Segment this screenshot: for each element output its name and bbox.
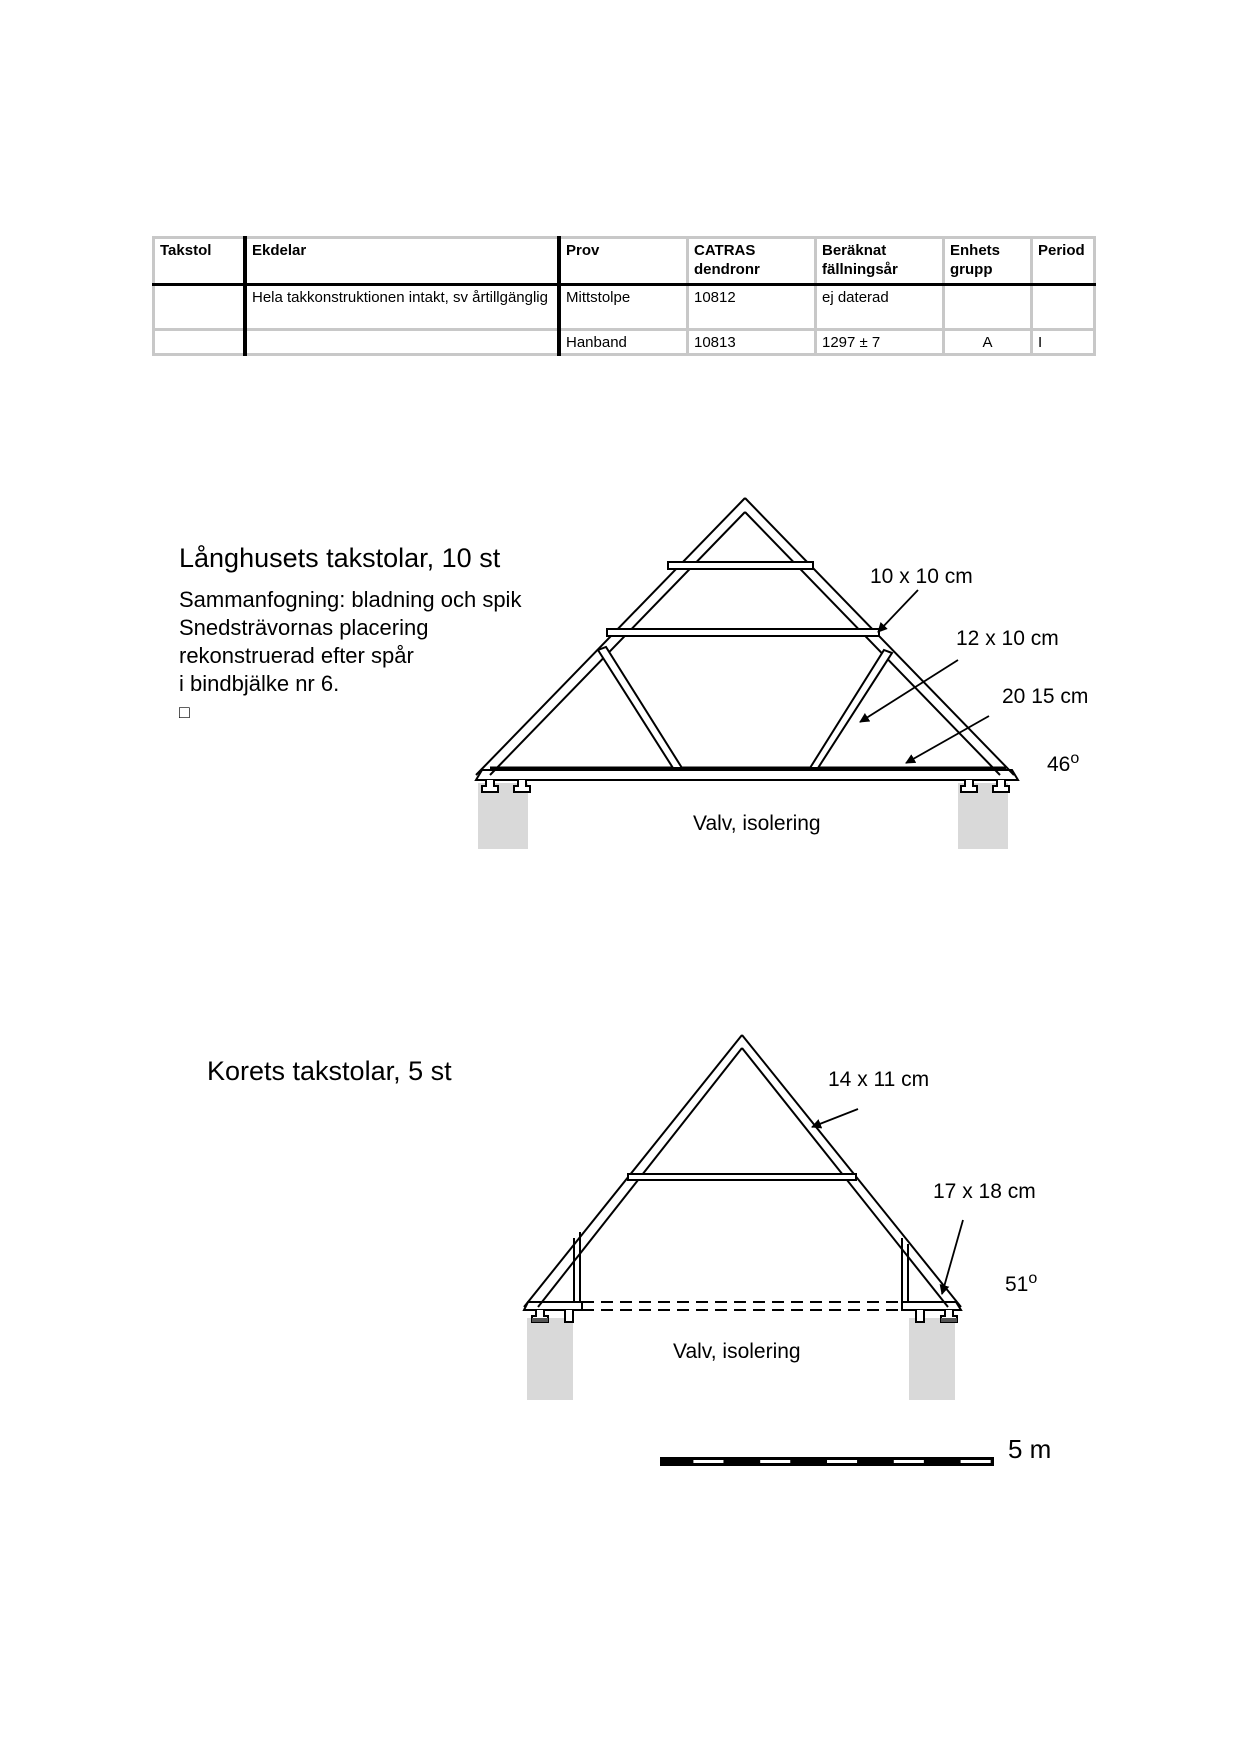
cell-beraknat: ej daterad xyxy=(816,285,944,330)
header-prov: Prov xyxy=(559,238,688,285)
chancel-roof-angle: 51$^o$ xyxy=(1005,1270,1038,1296)
scale-bar-segment xyxy=(961,1460,991,1463)
nave-title: Långhusets takstolar, 10 st xyxy=(179,543,501,573)
chancel-post-right xyxy=(902,1238,908,1302)
nave-note-line: i bindbjälke nr 6. xyxy=(179,671,340,696)
cell-enhetsgrupp: A xyxy=(944,330,1032,355)
nave-tie-beam xyxy=(476,770,1018,780)
header-takstol: Takstol xyxy=(154,238,246,285)
cell-catras: 10813 xyxy=(688,330,816,355)
chancel-wall-left xyxy=(527,1318,573,1400)
nave-note-line: Sammanfogning: bladning och spik xyxy=(179,587,522,612)
scale-bar-segment xyxy=(760,1460,790,1463)
nave-vault-label: Valv, isolering xyxy=(693,812,821,835)
chancel-sole-dim: 17 x 18 cm xyxy=(933,1180,1036,1203)
scale-bar-segment xyxy=(894,1460,924,1463)
cell-period: I xyxy=(1032,330,1095,355)
chancel-title: Korets takstolar, 5 st xyxy=(207,1056,452,1086)
scale-bar-segment xyxy=(693,1460,723,1463)
nave-note-line: Snedsträvornas placering xyxy=(179,615,429,640)
nave-collar-lower xyxy=(607,629,879,636)
chancel-wall-right xyxy=(909,1318,955,1400)
cell-catras: 10812 xyxy=(688,285,816,330)
scale-bar-label: 5 m xyxy=(1008,1434,1052,1464)
nave-note-line: rekonstruerad efter spår xyxy=(179,643,414,668)
header-ekdelar: Ekdelar xyxy=(245,238,559,285)
chancel-collar xyxy=(628,1174,856,1180)
cell-prov: Hanband xyxy=(559,330,688,355)
chancel-rafter-dim: 14 x 11 cm xyxy=(828,1068,930,1091)
header-catras: CATRAS dendronr xyxy=(688,238,816,285)
nave-roof-angle: 46$^o$ xyxy=(1047,750,1080,776)
chancel-rafter-left xyxy=(524,1035,742,1307)
header-beraknat: Beräknat fällningsår xyxy=(816,238,944,285)
nave-tiebeam-dim: 20 15 cm xyxy=(1002,685,1089,708)
nave-sill-blocks xyxy=(482,780,1009,792)
cell-beraknat: 1297 ± 7 xyxy=(816,330,944,355)
chancel-vault-label: Valv, isolering xyxy=(673,1340,801,1363)
cell-prov: Mittstolpe xyxy=(559,285,688,330)
header-enhetsgrupp: Enhets grupp xyxy=(944,238,1032,285)
missing-glyph-box: □ xyxy=(179,702,190,722)
scale-bar xyxy=(660,1457,994,1466)
chancel-sill-blocks xyxy=(532,1310,957,1322)
cell-ekdelar: Hela takkonstruktionen intakt, sv årtillgänglig xyxy=(245,285,559,330)
nave-notes xyxy=(179,586,521,726)
nave-rafter-dim: 10 x 10 cm xyxy=(870,565,973,588)
chancel-post-left xyxy=(574,1232,580,1302)
nave-brace-left xyxy=(598,647,682,768)
nave-collar-upper xyxy=(668,562,813,569)
scale-bar-segment xyxy=(827,1460,857,1463)
nave-brace-dim: 12 x 10 cm xyxy=(956,627,1059,650)
header-period: Period xyxy=(1032,238,1095,285)
nave-truss xyxy=(476,498,1018,849)
